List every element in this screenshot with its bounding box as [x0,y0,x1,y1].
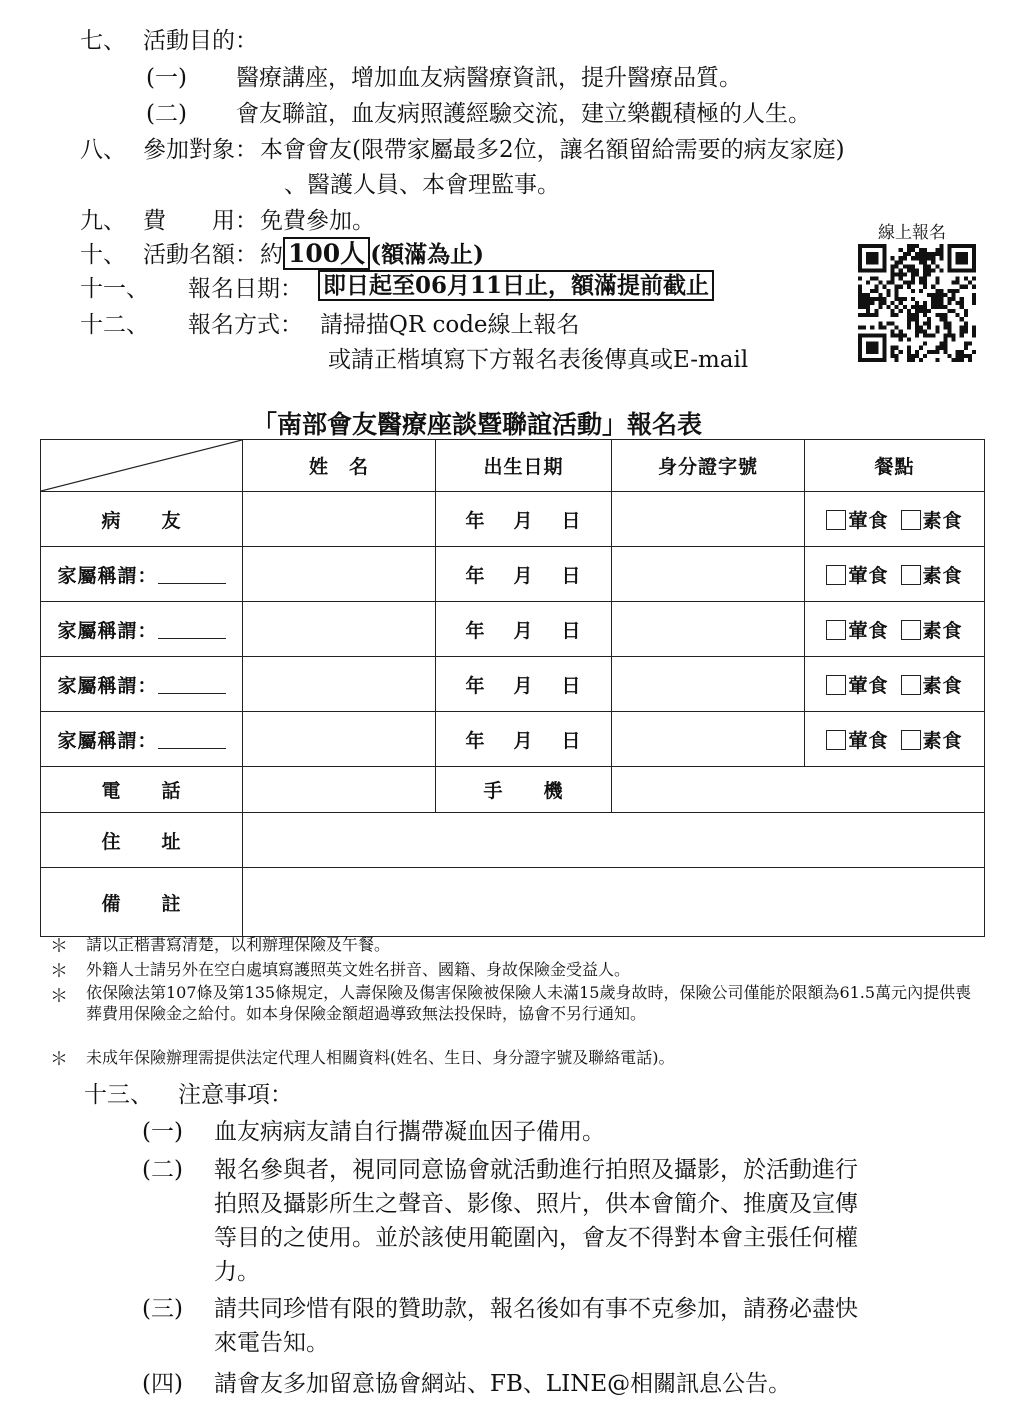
sec13-item2-line1: 報名參與者，視同同意協會就活動進行拍照及攝影，於活動進行 [214,1157,858,1183]
year-label: 年 [465,674,486,697]
family-relation-label: 家屬稱謂： [57,674,158,697]
mobile-field[interactable] [612,767,985,813]
meal-choice [805,657,985,712]
day-label: 日 [561,564,582,587]
id-number-field[interactable] [612,547,805,602]
sec9-label: 費 用： [143,208,258,234]
vegetarian-checkbox[interactable] [901,565,921,585]
sec13-item3-number: (三) [142,1296,183,1322]
note-2: 外籍人士請另外在空白處填寫護照英文姓名拼音、國籍、身故保險金受益人。 [86,960,631,979]
sec13-item1-number: (一) [142,1119,183,1145]
month-label: 月 [513,619,534,642]
month-label: 月 [513,564,534,587]
year-label: 年 [465,564,486,587]
id-number-field[interactable] [612,492,805,547]
sec8-label: 參加對象： [143,137,258,163]
header-meal: 餐點 [805,440,985,492]
day-label: 日 [561,729,582,752]
sec8-number: 八、 [80,137,126,163]
vegetarian-checkbox[interactable] [901,730,921,750]
year-label: 年 [465,729,486,752]
meat-checkbox[interactable] [826,620,846,640]
id-number-field[interactable] [612,602,805,657]
row-label-family [41,657,243,712]
sec7-item1-number: (一) [146,65,187,91]
month-label: 月 [513,674,534,697]
sec9-text: 免費參加。 [260,208,375,234]
meal-choice [805,547,985,602]
name-field[interactable] [243,602,436,657]
remarks-field[interactable] [243,868,985,937]
vegetarian-option-label: 素食 [922,674,963,697]
vegetarian-option-label: 素食 [922,564,963,587]
sec12-number: 十二、 [80,312,149,338]
remarks-label: 備 註 [41,868,243,937]
note-1: 請以正楷書寫清楚，以利辦理保險及午餐。 [86,935,391,954]
year-label: 年 [465,509,486,532]
sec11-dates: 即日起至06月11日止，額滿提前截止 [318,270,714,301]
birthdate-field[interactable] [436,712,612,767]
relation-blank[interactable] [158,622,226,639]
sec10-capacity: 100人 [283,237,370,270]
sec7-label: 活動目的： [143,28,258,54]
row-label-family [41,547,243,602]
note-bullet: ＊ [50,1049,68,1070]
sec13-item3-line2: 來電告知。 [214,1330,329,1356]
sec13-item3-line1: 請共同珍惜有限的贊助款，報名後如有事不克參加，請務必盡快 [214,1296,858,1322]
birthdate-field[interactable] [436,547,612,602]
month-label: 月 [513,729,534,752]
name-field[interactable] [243,712,436,767]
sec10-number: 十、 [80,242,126,268]
mobile-label: 手 機 [436,767,612,813]
meat-option-label: 葷食 [848,564,889,587]
row-label-family [41,602,243,657]
sec13-number: 十三、 [84,1082,153,1108]
meat-option-label: 葷食 [848,674,889,697]
sec10-value [260,234,484,270]
day-label: 日 [561,619,582,642]
vegetarian-checkbox[interactable] [901,510,921,530]
relation-blank[interactable] [158,567,226,584]
phone-label: 電 話 [41,767,243,813]
qr-code-icon[interactable] [858,244,976,362]
sec12-line1: 請掃描QR code線上報名 [320,312,580,338]
note-bullet: ＊ [50,936,68,957]
vegetarian-checkbox[interactable] [901,675,921,695]
month-label: 月 [513,509,534,532]
meat-checkbox[interactable] [826,730,846,750]
note-bullet: ＊ [50,986,68,1007]
relation-blank[interactable] [158,732,226,749]
sec7-item1-text: 醫療講座，增加血友病醫療資訊，提升醫療品質。 [236,65,742,91]
form-title: 「南部會友醫療座談暨聯誼活動」報名表 [252,410,703,439]
vegetarian-option-label: 素食 [922,619,963,642]
sec7-item2-text: 會友聯誼，血友病照護經驗交流，建立樂觀積極的人生。 [236,101,811,127]
header-corner-cell [41,440,243,492]
sec11-value [318,267,714,300]
address-field[interactable] [243,813,985,868]
registration-form-table [40,439,985,937]
family-relation-label: 家屬稱謂： [57,619,158,642]
row-label-patient: 病 友 [41,492,243,547]
birthdate-field[interactable] [436,602,612,657]
meal-choice [805,712,985,767]
meat-option-label: 葷食 [848,509,889,532]
sec13-item2-number: (二) [142,1157,183,1183]
sec10-suffix: (額滿為止) [370,241,484,268]
sec10-prefix: 約 [260,242,283,268]
qr-caption: 線上報名 [878,223,946,243]
phone-field[interactable] [243,767,436,813]
sec9-number: 九、 [80,208,126,234]
name-field[interactable] [243,657,436,712]
year-label: 年 [465,619,486,642]
note-4: 未成年保險辦理需提供法定代理人相關資料(姓名、生日、身分證字號及聯絡電話)。 [86,1048,675,1067]
meal-choice [805,602,985,657]
vegetarian-option-label: 素食 [922,509,963,532]
meal-choice [805,492,985,547]
family-relation-label: 家屬稱謂： [57,564,158,587]
family-relation-label: 家屬稱謂： [57,729,158,752]
sec8-line2: 、醫護人員、本會理監事。 [284,172,560,198]
sec11-label: 報名日期： [188,276,303,302]
sec11-number: 十一、 [80,276,149,302]
sec13-item2-line2: 拍照及攝影所生之聲音、影像、照片，供本會簡介、推廣及宣傳 [214,1191,858,1217]
meat-checkbox[interactable] [826,565,846,585]
meat-checkbox[interactable] [826,675,846,695]
meat-option-label: 葷食 [848,729,889,752]
meat-checkbox[interactable] [826,510,846,530]
birthdate-field[interactable] [436,657,612,712]
sec13-item4-text: 請會友多加留意協會網站、FB、LINE@相關訊息公告。 [214,1371,792,1397]
relation-blank[interactable] [158,677,226,694]
sec12-line2: 或請正楷填寫下方報名表後傳真或E-mail [328,347,749,373]
sec7-item2-number: (二) [146,101,187,127]
note-bullet: ＊ [50,961,68,982]
birthdate-field[interactable] [436,492,612,547]
vegetarian-checkbox[interactable] [901,620,921,640]
sec13-item4-number: (四) [142,1371,183,1397]
sec10-label: 活動名額： [143,242,258,268]
sec13-item1-text: 血友病病友請自行攜帶凝血因子備用。 [214,1119,605,1145]
sec8-line1: 本會會友(限帶家屬最多2位，讓名額留給需要的病友家庭) [260,137,845,163]
sec7-number: 七、 [80,28,126,54]
header-id-number: 身分證字號 [612,440,805,492]
sec13-label: 注意事項： [178,1082,293,1108]
name-field[interactable] [243,547,436,602]
name-field[interactable] [243,492,436,547]
note-3: 依保險法第107條及第135條規定，人壽保險及傷害保險被保險人未滿15歲身故時，保險公司僅能於限額為61.5萬元內提供喪葬費用保險金之給付。如本身保險金額超過導致無法投保時，協會不另行通知。 [86,983,972,1023]
sec13-item2-line3: 等目的之使用。並於該使用範圍內，會友不得對本會主張任何權 [214,1225,858,1251]
id-number-field[interactable] [612,657,805,712]
header-name: 姓 名 [243,440,436,492]
meat-option-label: 葷食 [848,619,889,642]
day-label: 日 [561,509,582,532]
header-birthdate: 出生日期 [436,440,612,492]
sec12-label: 報名方式： [188,312,303,338]
id-number-field[interactable] [612,712,805,767]
day-label: 日 [561,674,582,697]
row-label-family [41,712,243,767]
sec13-item2-line4: 力。 [214,1259,260,1285]
address-label: 住 址 [41,813,243,868]
vegetarian-option-label: 素食 [922,729,963,752]
